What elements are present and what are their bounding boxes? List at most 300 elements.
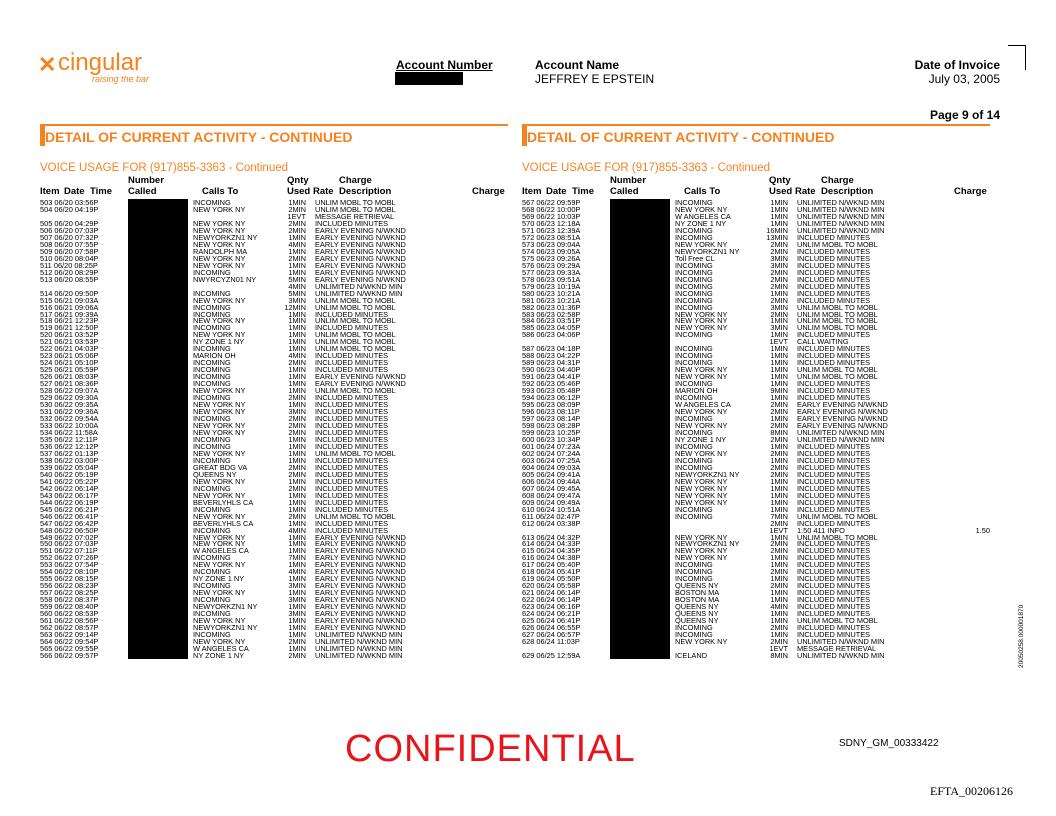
corner-mark-h	[1008, 45, 1026, 46]
description: INCLUDED MINUTES	[797, 288, 871, 298]
description: UNLIM MOBL TO MOBL	[797, 239, 878, 249]
qty-used: 1MIN	[288, 546, 306, 556]
table-row	[522, 575, 992, 582]
qty-used: 1MIN	[288, 434, 306, 444]
item-date-time: 567 06/22 09:59P	[522, 198, 581, 207]
calls-to: NEW YORK NY	[193, 260, 246, 270]
charge: 1.50	[975, 525, 990, 535]
description: UNLIM MOBL TO MOBL	[797, 372, 878, 382]
description: INCLUDED MINUTES	[797, 379, 871, 389]
item-date-time: 505 06/20 04:29P	[40, 218, 99, 228]
item-date-time: 579 06/23 10:19A	[522, 281, 581, 291]
item-date-time: 525 06/21 05:59P	[40, 365, 99, 375]
calls-to: BOSTON MA	[675, 595, 720, 605]
table-row	[522, 617, 992, 624]
table-row	[522, 311, 992, 318]
description: EARLY EVENING N/WKND	[315, 246, 406, 256]
qty-used: 1MIN	[770, 218, 788, 228]
calls-to: NEW YORK NY	[193, 407, 246, 417]
qty-used: 1MIN	[288, 644, 306, 653]
description: UNLIM MOBL TO MOBL	[797, 365, 878, 375]
table-row	[522, 513, 992, 520]
item-date-time: 504 06/20 04:19P	[40, 204, 99, 214]
qty-used: 8MIN	[770, 650, 788, 660]
item-date-time: 539 06/22 05:04P	[40, 462, 99, 472]
description: UNLIMITED N/WKND MIN	[315, 281, 403, 291]
item-date-time: 576 06/23 09:29A	[522, 260, 581, 270]
calls-to: INCOMING	[193, 372, 231, 382]
calls-to: NEWYORKZN1 NY	[193, 232, 258, 242]
table-row	[40, 631, 510, 638]
calls-to: RANDOLPH MA	[193, 246, 248, 256]
item-date-time: 584 06/23 03:51P	[522, 316, 581, 326]
calls-to: NEW YORK NY	[193, 239, 246, 249]
table-row	[522, 561, 992, 568]
item-date-time: 610 06/24 10:51A	[522, 504, 581, 514]
description: UNLIM MOBL TO MOBL	[315, 204, 396, 214]
item-date-time: 536 06/22 12:12P	[40, 441, 99, 451]
calls-to: NEW YORK NY	[193, 560, 246, 570]
table-row	[522, 554, 992, 561]
description: EARLY EVENING N/WKND	[315, 372, 406, 382]
table-row	[522, 638, 992, 645]
item-date-time: 593 06/23 05:48P	[522, 386, 581, 396]
table-row	[40, 568, 510, 575]
item-date-time: 520 06/21 03:52P	[40, 330, 99, 340]
usage-title: VOICE USAGE FOR (917)855-3363 - Continued	[40, 162, 289, 174]
description: INCLUDED MINUTES	[797, 623, 871, 633]
qty-used: 4MIN	[288, 281, 306, 291]
description: INCLUDED MINUTES	[315, 407, 389, 417]
calls-to: INCOMING	[193, 630, 231, 640]
calls-to: INCOMING	[193, 525, 231, 535]
table-row	[40, 471, 510, 478]
qty-used: 2MIN	[288, 218, 306, 228]
table-row	[522, 373, 992, 380]
col-description: Description	[339, 186, 392, 197]
calls-to: INCOMING	[193, 609, 231, 619]
col-item: Item	[522, 186, 542, 197]
qty-used: 1MIN	[288, 316, 306, 326]
calls-to: INCOMING	[675, 462, 713, 472]
col-charge: Charge	[472, 186, 505, 197]
page-number: Page 9 of 14	[929, 108, 1000, 122]
table-row	[40, 645, 510, 652]
calls-to: INCOMING	[193, 434, 231, 444]
qty-used: 2MIN	[288, 462, 306, 472]
col-time: Time	[572, 186, 595, 197]
qty-used: 4MIN	[288, 567, 306, 577]
item-date-time: 600 06/23 10:34P	[522, 434, 581, 444]
item-date-time: 545 06/22 06:21P	[40, 504, 99, 514]
qty-used: 1MIN	[288, 386, 306, 396]
calls-to: NEW YORK NY	[193, 539, 246, 549]
description: EARLY EVENING N/WKND	[315, 581, 406, 591]
item-date-time: 589 06/23 04:31P	[522, 358, 581, 368]
description: UNLIM MOBL TO MOBL	[797, 309, 878, 319]
description: INCLUDED MINUTES	[797, 574, 871, 584]
qty-used: 1MIN	[288, 448, 306, 458]
table-row	[40, 276, 510, 283]
table-row	[522, 241, 992, 248]
section-bar	[40, 124, 508, 146]
item-date-time: 604 06/24 09:03A	[522, 462, 581, 472]
col-item: Item	[40, 186, 60, 197]
item-date-time: 618 06/24 05:41P	[522, 567, 581, 577]
table-row	[522, 255, 992, 262]
item-date-time: 609 06/24 09:49A	[522, 497, 581, 507]
item-date-time: 599 06/23 10:25P	[522, 427, 581, 437]
item-date-time: 624 06/24 06:21P	[522, 609, 581, 619]
table-row	[40, 304, 510, 311]
description: INCLUDED MINUTES	[797, 281, 871, 291]
item-date-time: 581 06/23 10:21A	[522, 295, 581, 305]
item-date-time: 613 06/24 04:32P	[522, 532, 581, 542]
table-row	[522, 464, 992, 471]
calls-to: INCOMING	[675, 414, 713, 424]
item-date-time: 514 06/20 09:50P	[40, 288, 99, 298]
item-date-time: 563 06/22 09:14P	[40, 630, 99, 640]
calls-to: INCOMING	[675, 427, 713, 437]
table-row	[40, 610, 510, 617]
description: UNLIMITED N/WKND MIN	[797, 198, 885, 207]
item-date-time: 596 06/23 08:11P	[522, 407, 580, 417]
item-date-time: 523 06/21 05:06P	[40, 351, 99, 361]
calls-to: INCOMING	[675, 260, 713, 270]
item-date-time: 616 06/24 04:38P	[522, 553, 581, 563]
col-number: Number	[610, 175, 646, 186]
qty-used: 2MIN	[288, 414, 306, 424]
calls-to: NEW YORK NY	[193, 253, 246, 263]
item-date-time: 571 06/23 12:39A	[522, 225, 581, 235]
description: EARLY EVENING N/WKND	[315, 560, 406, 570]
item-date-time: 592 06/23 05:46P	[522, 379, 581, 389]
qty-used: 1MIN	[770, 414, 788, 424]
col-calls-to: Calls To	[684, 186, 721, 197]
calls-to: INCOMING	[675, 623, 713, 633]
description: INCLUDED MINUTES	[315, 309, 389, 319]
description: EARLY EVENING N/WKND	[315, 574, 406, 584]
description: EARLY EVENING N/WKND	[315, 609, 406, 619]
col-description: Description	[821, 186, 874, 197]
qty-used: 1EVT	[769, 337, 788, 347]
description: UNLIM MOBL TO MOBL	[315, 511, 396, 521]
col-qnty: Qnty	[769, 175, 791, 186]
qty-used: 1MIN	[770, 609, 788, 619]
item-date-time: 570 06/23 12:18A	[522, 218, 581, 228]
item-date-time: 508 06/20 07:55P	[40, 239, 99, 249]
description: EARLY EVENING N/WKND	[315, 539, 406, 549]
qty-used: 2MIN	[770, 267, 788, 277]
qty-used: 2MIN	[770, 434, 788, 444]
item-date-time: 566 06/22 09:57P	[40, 650, 99, 660]
item-date-time: 524 06/21 05:10P	[40, 358, 99, 368]
description: UNLIM MOBL TO MOBL	[315, 295, 396, 305]
qty-used: 1MIN	[288, 602, 306, 612]
table-row	[40, 324, 510, 331]
cingular-tagline: raising the bar	[92, 74, 150, 84]
qty-used: 1MIN	[288, 497, 306, 507]
calls-to: INCOMING	[193, 267, 231, 277]
calls-to: NEW YORK NY	[675, 372, 728, 382]
table-row	[40, 422, 510, 429]
account-name: JEFFREY E EPSTEIN	[535, 72, 655, 86]
qty-used: 1MIN	[770, 372, 788, 382]
qty-used: 3MIN	[770, 260, 788, 270]
qty-used: 2MIN	[770, 581, 788, 591]
qty-used: 2MIN	[770, 400, 788, 410]
table-row	[40, 617, 510, 624]
description: INCLUDED MINUTES	[797, 581, 871, 591]
description: INCLUDED MINUTES	[797, 393, 871, 403]
qty-used: 1MIN	[770, 211, 788, 221]
table-row	[40, 331, 510, 338]
col-qnty: Qnty	[287, 175, 309, 186]
calls-to: NEW YORK NY	[675, 239, 728, 249]
calls-to: NWYRCYZN01 NY	[193, 274, 257, 284]
item-date-time: 558 06/22 08:37P	[40, 595, 99, 605]
qty-used: 1MIN	[770, 630, 788, 640]
description: INCLUDED MINUTES	[315, 434, 389, 444]
table-row	[522, 610, 992, 617]
qty-used: 1MIN	[770, 379, 788, 389]
cingular-logo-icon: ✕	[38, 52, 57, 77]
col-charge-top: Charge	[339, 175, 372, 186]
table-row	[40, 213, 510, 220]
description: INCLUDED MINUTES	[315, 323, 389, 333]
table-row	[40, 520, 510, 527]
col-date: Date	[64, 186, 85, 197]
table-row	[40, 575, 510, 582]
table-row	[522, 345, 992, 352]
item-date-time: 601 06/24 07:23A	[522, 441, 581, 451]
calls-to: INCOMING	[193, 302, 231, 312]
description: EARLY EVENING N/WKND	[315, 253, 406, 263]
qty-used: 1MIN	[288, 630, 306, 640]
qty-used: 1MIN	[770, 344, 788, 354]
calls-to: INCOMING	[193, 379, 231, 389]
calls-to: NEW YORK NY	[193, 204, 246, 214]
item-date-time: 625 06/24 06:41P	[522, 616, 581, 626]
qty-used: 1MIN	[288, 588, 306, 598]
qty-used: 2MIN	[770, 462, 788, 472]
description: INCLUDED MINUTES	[797, 462, 871, 472]
description: UNLIM MOBL TO MOBL	[797, 302, 878, 312]
calls-to: INCOMING	[675, 295, 713, 305]
table-row	[522, 359, 992, 366]
calls-to: NEW YORK NY	[193, 218, 246, 228]
calls-to: INCOMING	[675, 330, 713, 340]
item-date-time: 612 06/24 03:38P	[522, 518, 581, 528]
qty-used: 1MIN	[288, 490, 306, 500]
item-date-time: 585 06/23 04:05P	[522, 323, 581, 333]
table-row	[522, 227, 992, 234]
description: EARLY EVENING N/WKND	[315, 532, 406, 542]
qty-used: 1MIN	[770, 483, 788, 493]
description: UNLIM MOBL TO MOBL	[315, 448, 396, 458]
description: EARLY EVENING N/WKND	[797, 414, 888, 424]
calls-to: INCOMING	[675, 455, 713, 465]
calls-to: NEW YORK NY	[193, 316, 246, 326]
description: INCLUDED MINUTES	[797, 469, 871, 479]
description: INCLUDED MINUTES	[797, 567, 871, 577]
item-date-time: 503 06/20 03:56P	[40, 198, 99, 207]
qty-used: 2MIN	[288, 483, 306, 493]
calls-to: BEVERLYHLS CA	[193, 518, 254, 528]
table-row	[522, 248, 992, 255]
section-title: DETAIL OF CURRENT ACTIVITY - CONTINUED	[45, 129, 353, 145]
description: INCLUDED MINUTES	[315, 490, 389, 500]
qty-used: 1MIN	[770, 288, 788, 298]
calls-to: NEWYORKZN1 NY	[675, 469, 740, 479]
table-row	[40, 206, 510, 213]
col-time: Time	[90, 186, 113, 197]
qty-used: 8MIN	[770, 427, 788, 437]
calls-to: NEW YORK NY	[675, 365, 728, 375]
table-row	[522, 582, 992, 589]
qty-used: 1MIN	[770, 560, 788, 570]
table-row	[522, 304, 992, 311]
table-row	[40, 527, 510, 534]
table-row	[40, 241, 510, 248]
item-date-time: 519 06/21 12:50P	[40, 323, 99, 333]
item-date-time: 597 06/23 08:14P	[522, 414, 581, 424]
qty-used: 2MIN	[770, 469, 788, 479]
table-row	[522, 485, 992, 492]
description: UNLIM MOBL TO MOBL	[315, 302, 396, 312]
description: INCLUDED MINUTES	[797, 476, 871, 486]
qty-used: 7MIN	[770, 511, 788, 521]
qty-used: 3MIN	[770, 323, 788, 333]
section-title: DETAIL OF CURRENT ACTIVITY - CONTINUED	[527, 129, 835, 145]
description: UNLIMITED N/WKND MIN	[315, 288, 403, 298]
qty-used: 1MIN	[770, 441, 788, 451]
description: EARLY EVENING N/WKND	[315, 602, 406, 612]
item-date-time: 513 06/20 08:55P	[40, 274, 99, 284]
description: EARLY EVENING N/WKND	[315, 623, 406, 633]
qty-used: 1MIN	[770, 316, 788, 326]
qty-used: 1MIN	[288, 539, 306, 549]
description: INCLUDED MINUTES	[797, 386, 871, 396]
table-row	[40, 227, 510, 234]
item-date-time: 517 06/21 09:39A	[40, 309, 99, 319]
description: INCLUDED MINUTES	[797, 253, 871, 263]
table-row	[522, 624, 992, 631]
calls-to: NEW YORK NY	[675, 407, 728, 417]
qty-used: 2MIN	[770, 567, 788, 577]
left-panel	[40, 124, 508, 660]
item-date-time: 568 06/22 10:00P	[522, 204, 581, 214]
description: INCLUDED MINUTES	[797, 553, 871, 563]
description: EARLY EVENING N/WKND	[315, 553, 406, 563]
calls-to: BEVERLYHLS CA	[193, 497, 254, 507]
description: INCLUDED MINUTES	[797, 588, 871, 598]
description: EARLY EVENING N/WKND	[315, 232, 406, 242]
col-number: Number	[128, 175, 164, 186]
calls-to: NEW YORK NY	[675, 553, 728, 563]
calls-to: W ANGELES CA	[193, 644, 249, 653]
qty-used: 4MIN	[288, 525, 306, 535]
description: UNLIMITED N/WKND MIN	[797, 204, 885, 214]
calls-to: W ANGELES CA	[675, 211, 731, 221]
qty-used: 13MIN	[766, 232, 788, 242]
item-date-time: 572 06/23 08:51A	[522, 232, 581, 242]
table-row	[522, 645, 992, 652]
calls-to: QUEENS NY	[193, 469, 237, 479]
table-row	[522, 506, 992, 513]
table-row	[522, 352, 992, 359]
calls-to: ICELAND	[675, 650, 708, 660]
item-date-time: 531 06/22 09:36A	[40, 407, 99, 417]
calls-to: GREAT BDG VA	[193, 462, 248, 472]
calls-to: NEW YORK NY	[193, 295, 246, 305]
description: INCLUDED MINUTES	[315, 427, 389, 437]
table-row	[522, 297, 992, 304]
calls-to: QUEENS NY	[675, 609, 719, 619]
qty-used: 1MIN	[288, 518, 306, 528]
item-date-time: 506 06/20 07:03P	[40, 225, 99, 235]
calls-to: NEWYORKZN1 NY	[193, 602, 258, 612]
description: INCLUDED MINUTES	[797, 560, 871, 570]
table-row	[522, 338, 992, 345]
calls-to: W ANGELES CA	[675, 400, 731, 410]
table-row	[40, 338, 510, 345]
description: EARLY EVENING N/WKND	[315, 567, 406, 577]
calls-to: INCOMING	[675, 630, 713, 640]
item-date-time: 606 06/24 09:44A	[522, 476, 581, 486]
col-used: Used	[287, 186, 311, 197]
table-row	[522, 380, 992, 387]
corner-mark	[1025, 45, 1026, 70]
calls-to: NEW YORK NY	[675, 476, 728, 486]
description: INCLUDED MINUTES	[797, 595, 871, 605]
description: INCLUDED MINUTES	[797, 232, 871, 242]
item-date-time: 548 06/22 06:50P	[40, 525, 99, 535]
description: UNLIM MOBL TO MOBL	[315, 337, 396, 347]
calls-to: INCOMING	[193, 455, 231, 465]
description: INCLUDED MINUTES	[797, 630, 871, 640]
table-row	[40, 234, 510, 241]
description: INCLUDED MINUTES	[315, 469, 389, 479]
table-row	[522, 450, 992, 457]
calls-to: INCOMING	[675, 379, 713, 389]
calls-to: MARION OH	[193, 351, 236, 361]
cingular-logo-text: cingular	[58, 49, 143, 76]
table-row	[40, 255, 510, 262]
calls-to: INCOMING	[193, 393, 231, 403]
qty-used: 2MIN	[288, 427, 306, 437]
qty-used: 2MIN	[288, 358, 306, 368]
table-row	[522, 429, 992, 436]
qty-used: 1MIN	[770, 351, 788, 361]
calls-to: NEWYORKZN1 NY	[675, 539, 740, 549]
qty-used: 1MIN	[288, 365, 306, 375]
table-row	[40, 199, 510, 206]
item-date-time: 615 06/24 04:35P	[522, 546, 581, 556]
table-row	[40, 561, 510, 568]
qty-used: 1MIN	[770, 358, 788, 368]
description: INCLUDED MINUTES	[797, 267, 871, 277]
qty-used: 1MIN	[288, 441, 306, 451]
description: EARLY EVENING N/WKND	[315, 595, 406, 605]
table-row	[40, 547, 510, 554]
item-date-time: 528 06/22 09:07A	[40, 386, 99, 396]
qty-used: 2MIN	[770, 309, 788, 319]
description: UNLIM MOBL TO MOBL	[797, 323, 878, 333]
item-date-time: 512 06/20 08:29P	[40, 267, 99, 277]
qty-used: 1MIN	[288, 246, 306, 256]
qty-used: 1MIN	[770, 553, 788, 563]
